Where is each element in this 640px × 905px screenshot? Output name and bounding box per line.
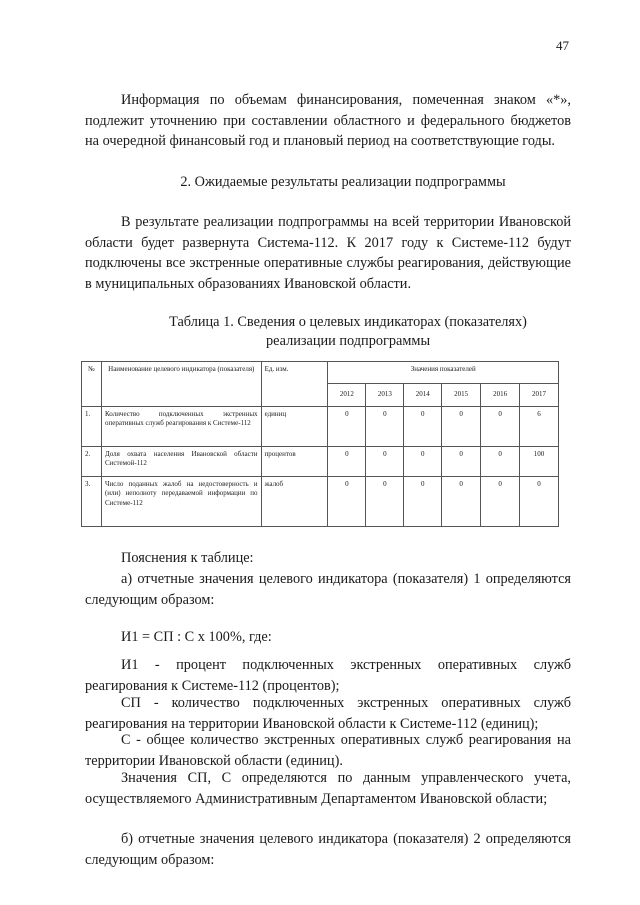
col-values-header: Значения показателей [328,362,559,384]
row-value: 0 [520,476,559,526]
col-name-header: Наименование целевого индикатора (показателя) [101,362,261,407]
row-value: 0 [366,406,404,446]
row-value: 0 [442,476,481,526]
row-value: 0 [404,406,442,446]
row-num: 2. [82,446,102,476]
col-num-header: № [82,362,102,407]
row-value: 0 [481,406,520,446]
table-title-line2: реализации подпрограммы [265,333,431,349]
table-row [82,446,559,476]
results-paragraph: В результате реализации подпрограммы на всей территории Ивановской области будет развернута Система-112. К 2017 году к Системе-112 будут подключены все экстренные оперативные службы реагирования, действующие в муниципальных образованиях Ивановской области. [85,214,571,292]
def-sp: СП - количество подключенных экстренных оперативных служб реагирования на территории Ивановской области к Системе-112 (единиц); [85,695,571,732]
row-name: Число поданных жалоб на недостоверность и (или) неполноту передаваемой информации по Системе-112 [101,476,261,526]
table-header-row [82,362,559,384]
item-b: б) отчетные значения целевого индикатора (показателя) 2 определяются следующим образом: [85,831,571,868]
row-value: 0 [442,446,481,476]
row-unit: процентов [261,446,328,476]
explanations-heading: Пояснения к таблице: [121,550,254,566]
def-c: С - общее количество экстренных оперативных служб реагирования на территории Ивановской области (единиц). [85,732,571,769]
year-header: 2015 [442,384,481,407]
row-value: 0 [404,476,442,526]
row-value: 100 [520,446,559,476]
row-unit: жалоб [261,476,328,526]
section-title: 2. Ожидаемые результаты реализации подпрограммы [180,174,506,190]
year-header: 2012 [328,384,366,407]
row-num: 3. [82,476,102,526]
row-value: 0 [481,446,520,476]
row-value: 0 [366,446,404,476]
intro-paragraph: Информация по объемам финансирования, помеченная знаком «*», подлежит уточнению при составлении областного и федерального бюджетов на очередной финансовый год и плановый период на соответствующие годы. [85,92,571,149]
row-num: 1. [82,406,102,446]
item-a: а) отчетные значения целевого индикатора (показателя) 1 определяются следующим образом: [85,571,571,608]
values-source: Значения СП, С определяются по данным управленческого учета, осуществляемого Административным Департаментом Ивановской области; [85,770,571,807]
row-value: 0 [328,476,366,526]
row-value: 0 [328,446,366,476]
table-row [82,476,559,526]
row-value: 0 [442,406,481,446]
year-header: 2016 [481,384,520,407]
def-i1: И1 - процент подключенных экстренных оперативных служб реагирования к Системе-112 (процентов); [85,657,571,694]
indicators-table [81,361,559,527]
row-name: Доля охвата населения Ивановской области Системой-112 [101,446,261,476]
formula: И1 = СП : С x 100%, где: [121,629,272,645]
col-unit-header: Ед. изм. [261,362,328,407]
row-value: 6 [520,406,559,446]
page-number: 47 [556,38,569,53]
year-header: 2017 [520,384,559,407]
row-name: Количество подключенных экстренных оперативных служб реагирования к Системе-112 [101,406,261,446]
row-unit: единиц [261,406,328,446]
row-value: 0 [481,476,520,526]
row-value: 0 [366,476,404,526]
year-header: 2014 [404,384,442,407]
table-row [82,406,559,446]
row-value: 0 [404,446,442,476]
year-header: 2013 [366,384,404,407]
row-value: 0 [328,406,366,446]
table-title-line1: Таблица 1. Сведения о целевых индикаторах (показателях) [169,314,527,330]
